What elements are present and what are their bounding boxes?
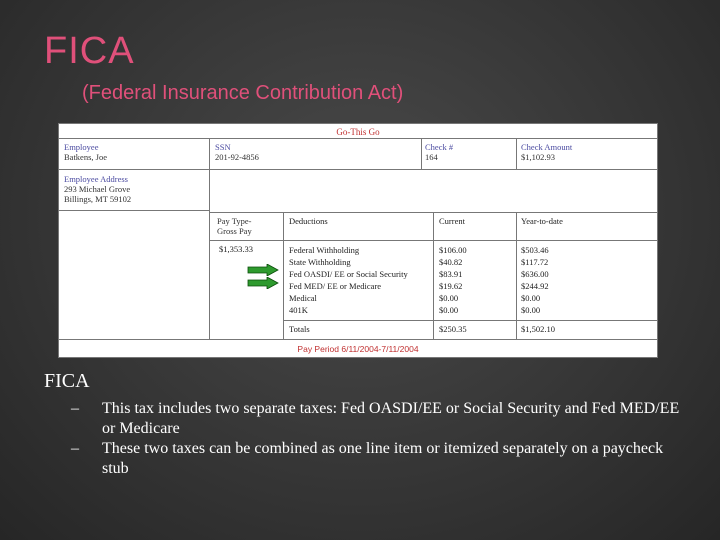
deduction-ytd: $117.72 [521,257,549,267]
check-amount-label: Check Amount [521,142,573,152]
grid-line [516,212,517,339]
ssn-label: SSN [215,142,231,152]
totals-current: $250.35 [439,324,467,334]
body-heading: FICA [44,370,90,392]
check-amount-value: $1,102.93 [521,152,555,162]
deduction-current: $0.00 [439,293,459,303]
deduction-ytd-values [521,244,549,316]
grid-line [433,212,434,339]
grid-line [59,169,657,170]
check-number-label: Check # [425,142,454,152]
bullet-item [44,439,684,479]
ssn-cell [215,142,259,162]
current-header: Current [439,216,465,226]
grid-line [59,138,657,139]
deduction-current: $19.62 [439,281,463,291]
bullet-text: These two taxes can be combined as one line item or itemized separately on a paycheck stub [102,440,664,477]
deduction-ytd: $244.92 [521,281,549,291]
totals-label: Totals [289,324,310,334]
deduction-names [289,244,408,316]
grid-line [421,138,422,169]
bullet-item [44,399,684,439]
deductions-header: Deductions [289,216,328,226]
deduction-current: $40.82 [439,257,463,267]
grid-line [516,138,517,169]
ssn-value: 201-92-4856 [215,152,259,162]
ytd-header: Year-to-date [521,216,563,226]
deduction-current: $83.91 [439,269,463,279]
slide-body [44,370,684,479]
deduction-current-values [439,244,467,316]
paycheck-stub [58,123,658,358]
deduction-name: Fed OASDI/ EE or Social Security [289,269,408,279]
company-name: Go-This Go [336,127,380,137]
address-line-2: Billings, MT 59102 [64,194,132,204]
bullet-text: This tax includes two separate taxes: Fed OASDI/EE or Social Security and Fed MED/EE or Medicare [102,400,680,437]
employee-label: Employee [64,142,99,152]
grid-line [283,212,284,339]
deduction-ytd: $636.00 [521,269,549,279]
slide-subtitle: (Federal Insurance Contribution Act) [82,82,404,104]
pay-type-label: Pay Type- [217,216,252,226]
address-label: Employee Address [64,174,128,184]
deduction-current: $0.00 [439,305,459,315]
gross-pay-value: $1,353.33 [219,244,253,254]
deduction-ytd: $0.00 [521,293,541,303]
check-number-cell [425,142,453,162]
check-number-value: 164 [425,152,438,162]
grid-line [59,210,209,211]
deduction-name: Fed MED/ EE or Medicare [289,281,382,291]
gross-pay-label: Gross Pay [217,226,252,236]
dash-bullet: – [71,400,79,417]
deduction-name: Medical [289,293,317,303]
grid-line [59,339,657,340]
deduction-ytd: $0.00 [521,305,541,315]
pay-type-header [217,216,252,236]
employee-value: Batkens, Joe [64,152,107,162]
slide-title: FICA [44,30,135,72]
address-cell [64,174,131,204]
deduction-name: State Withholding [289,257,351,267]
deduction-ytd: $503.46 [521,245,549,255]
address-line-1: 293 Michael Grove [64,184,131,194]
arrow-icon [247,264,279,276]
deduction-current: $106.00 [439,245,467,255]
totals-ytd: $1,502.10 [521,324,555,334]
arrow-icon [247,277,279,289]
grid-line [283,320,657,321]
pay-period: Pay Period 6/11/2004-7/11/2004 [297,344,419,354]
employee-cell [64,142,107,162]
dash-bullet: – [71,440,79,457]
grid-line [209,138,210,339]
check-amount-cell [521,142,572,162]
deduction-name: Federal Withholding [289,245,360,255]
deduction-name: 401K [289,305,308,315]
